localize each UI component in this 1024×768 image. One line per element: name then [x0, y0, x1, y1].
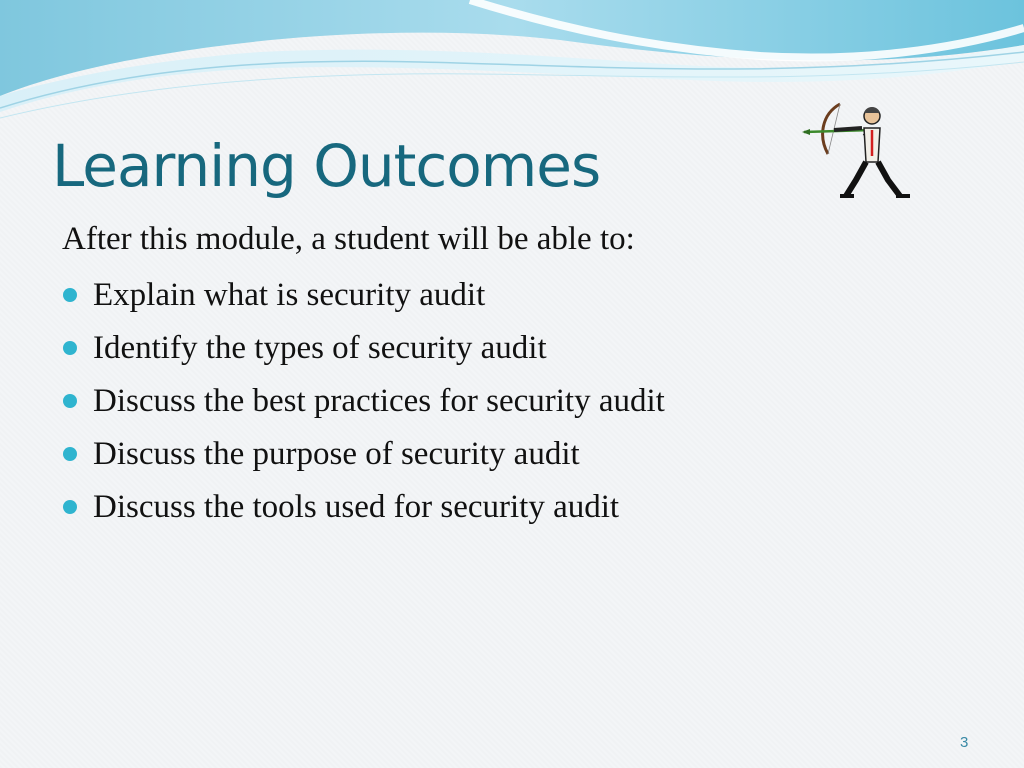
- bullet-icon: [63, 447, 77, 461]
- bullet-icon: [63, 288, 77, 302]
- bullet-icon: [63, 394, 77, 408]
- list-item: [62, 327, 665, 380]
- list-item: [62, 274, 665, 327]
- list-item: [62, 433, 665, 486]
- page-number: 3: [960, 734, 969, 751]
- list-item: [62, 486, 665, 539]
- list-item-text: Identify the types of security audit: [93, 330, 547, 366]
- list-item-text: Discuss the purpose of security audit: [93, 436, 580, 472]
- bullet-icon: [63, 341, 77, 355]
- list-item-text: Explain what is security audit: [93, 277, 486, 313]
- list-item-text: Discuss the best practices for security audit: [93, 383, 665, 419]
- list-item-text: Discuss the tools used for security audit: [93, 489, 620, 525]
- archer-icon: [800, 100, 920, 200]
- intro-text: After this module, a student will be able to:: [62, 221, 635, 257]
- bullet-list: [62, 274, 665, 539]
- list-item: [62, 380, 665, 433]
- bullet-icon: [63, 500, 77, 514]
- slide-title: Learning Outcomes: [52, 132, 601, 200]
